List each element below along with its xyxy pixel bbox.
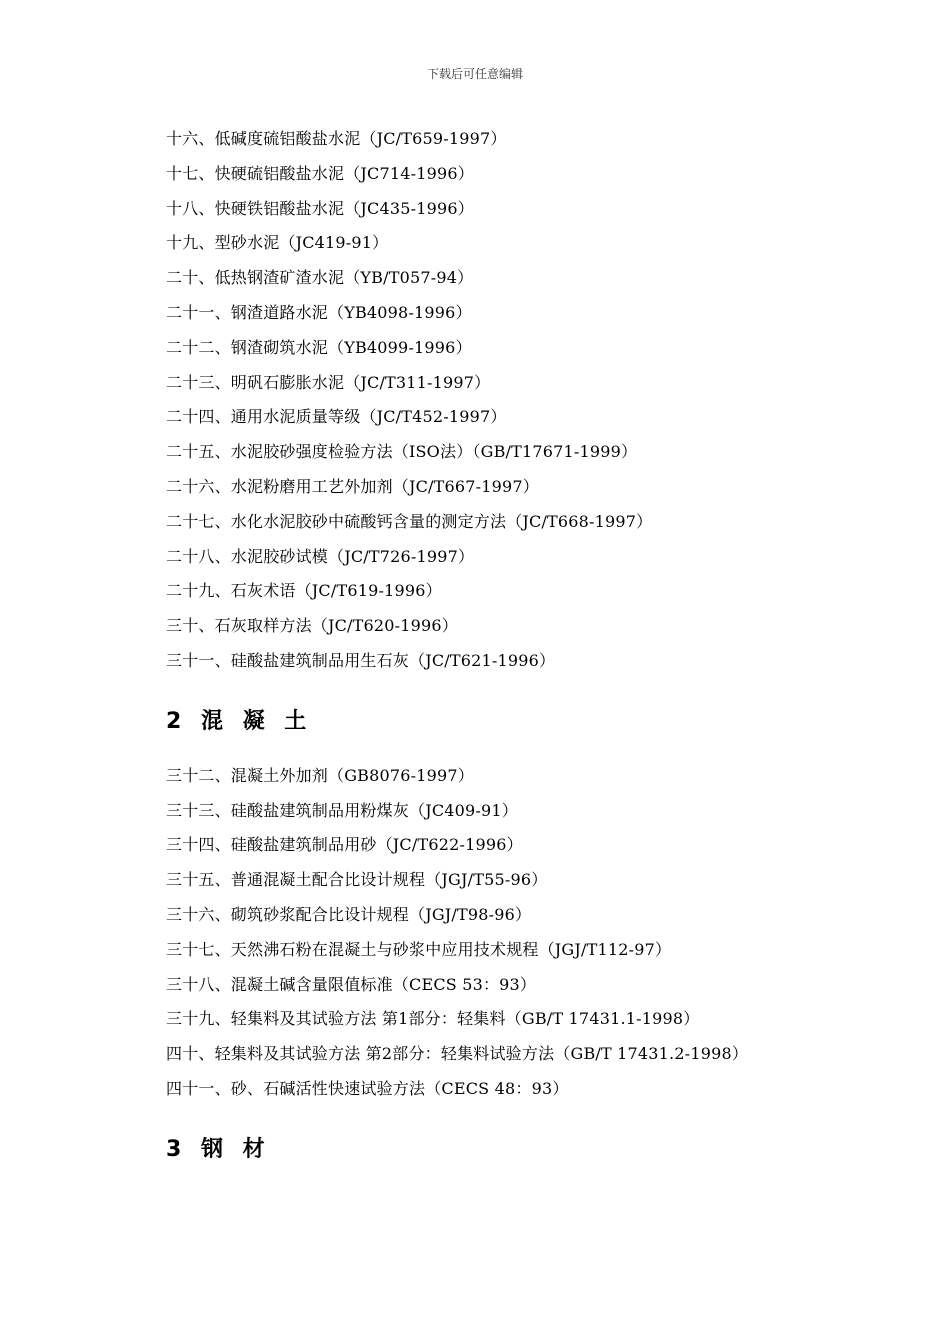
list-item: 二十一、钢渣道路水泥（YB4098-1996） [166,302,472,322]
list-item: 三十三、硅酸盐建筑制品用粉煤灰（JC409-91） [166,800,518,820]
cement-standards-list [166,122,786,679]
list-item: 三十四、硅酸盐建筑制品用砂（JC/T622-1996） [166,835,523,855]
list-item: 十八、快硬铁铝酸盐水泥（JC435-1996） [166,198,474,218]
list-item: 二十三、明矾石膨胀水泥（JC/T311-1997） [166,372,491,392]
list-item: 二十九、石灰术语（JC/T619-1996） [166,581,442,601]
list-item: 三十九、轻集料及其试验方法 第1部分：轻集料（GB/T 17431.1-1998） [166,1009,700,1029]
list-item: 十六、低碱度硫铝酸盐水泥（JC/T659-1997） [166,129,507,148]
list-item: 二十四、通用水泥质量等级（JC/T452-1997） [166,407,507,427]
list-item: 三十六、砌筑砂浆配合比设计规程（JGJ/T98-96） [166,904,532,924]
list-item: 四十一、砂、石碱活性快速试验方法（CECS 48：93） [166,1078,569,1098]
list-item: 十九、型砂水泥（JC419-91） [166,233,389,253]
section-heading-concrete: 2 混 凝 土 [166,708,313,734]
list-item: 二十六、水泥粉磨用工艺外加剂（JC/T667-1997） [166,476,539,496]
list-item: 二十、低热钢渣矿渣水泥（YB/T057-94） [166,268,474,288]
concrete-standards-list [166,759,786,1107]
list-item: 三十、石灰取样方法（JC/T620-1996） [166,616,458,636]
document-body [166,122,786,1167]
list-item: 十七、快硬硫铝酸盐水泥（JC714-1996） [166,163,474,183]
list-item: 三十五、普通混凝土配合比设计规程（JGJ/T55-96） [166,870,548,890]
list-item: 三十七、天然沸石粉在混凝土与砂浆中应用技术规程（JGJ/T112-97） [166,939,672,959]
list-item: 四十、轻集料及其试验方法 第2部分：轻集料试验方法（GB/T 17431.2-1998） [166,1044,749,1064]
list-item: 二十五、水泥胶砂强度检验方法（ISO法）（GB/T17671-1999） [166,442,638,462]
list-item: 二十七、水化水泥胶砂中硫酸钙含量的测定方法（JC/T668-1997） [166,511,653,531]
list-item: 三十二、混凝土外加剂（GB8076-1997） [166,765,474,785]
list-item: 三十一、硅酸盐建筑制品用生石灰（JC/T621-1996） [166,650,556,670]
page-header: 下载后可任意编辑 [426,67,523,81]
list-item: 三十八、混凝土碱含量限值标准（CECS 53：93） [166,974,537,994]
list-item: 二十二、钢渣砌筑水泥（YB4099-1996） [166,337,472,357]
list-item: 二十八、水泥胶砂试模（JC/T726-1997） [166,546,475,566]
section-heading-steel: 3 钢 材 [166,1136,271,1162]
